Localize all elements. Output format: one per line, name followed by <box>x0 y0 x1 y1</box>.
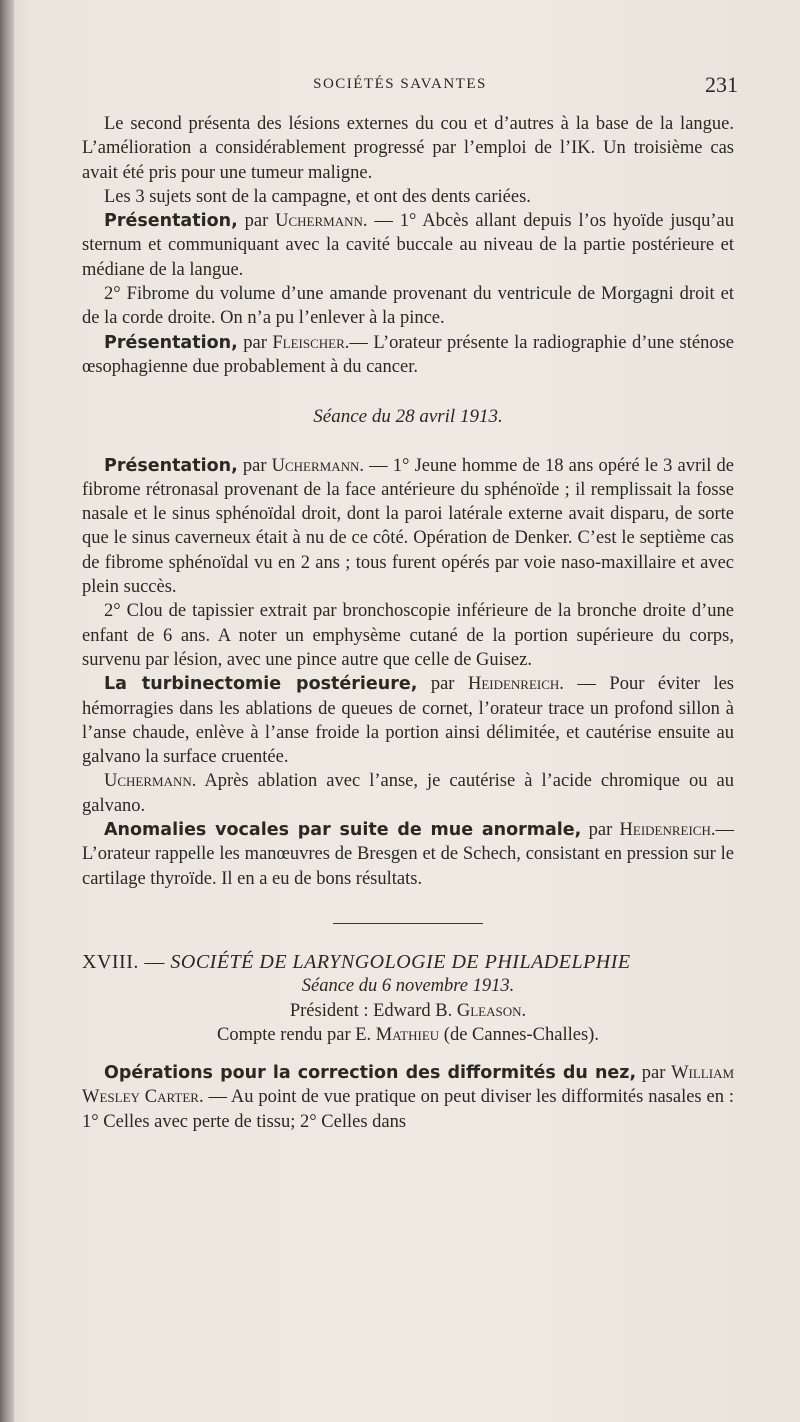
paragraph: Les 3 sujets sont de la campagne, et ont des dents cariées. <box>104 186 531 207</box>
paragraph-text: — Pour éviter les hémorragies dans les ablations de queues de cornet, l’orateur trace un profond sillon à l’anse chaude, enlève à l’anse froide la portion ainsi délimitée, et cautérise ensuite au galvano la surface cruentée. <box>82 674 734 768</box>
par-text: par <box>237 455 272 476</box>
paragraph-text: — 1° Jeune homme de 18 ans opéré le 3 avril de fibrome rétronasal provenant de la face antérieure du sphénoïde ; il remplissait la fosse nasale et le sinus sphénoïdal droit, dont la paroi latérale externe avait disparu, de sorte que le sinus caverneux était à nu de ce côté. Opération de Denker. C’est le septième cas de fibrome sphénoïdal vu en 2 ans ; tous furent opérés par voie naso-maxillaire et avec plein succès. <box>82 455 735 598</box>
bold-lead: La turbinectomie postérieure, <box>104 674 418 695</box>
paragraph-text: — 1° Abcès allant depuis l’os hyoïde jusqu’au sternum et communiquant avec la cavité buccale au niveau de la partie postérieure et médiane de la langue. <box>82 211 734 280</box>
paragraph-text: — L’orateur rappelle les manœuvres de Bresgen et de Schech, consistant en pression sur le cartilage thyroïde. Il en a eu de bons résultats. <box>82 820 734 889</box>
paragraph <box>82 454 734 600</box>
paragraph <box>82 209 734 282</box>
author-name: Uchermann. <box>104 771 197 792</box>
section-title: SOCIÉTÉ DE LARYNGOLOGIE DE PHILADELPHIE <box>170 950 631 973</box>
author-name: Uchermann. <box>271 455 365 476</box>
paragraph: 2° Clou de tapissier extrait par bronchoscopie inférieure de la bronche droite d’une enfant de 6 ans. A noter un emphysème cutané de la portion supérieure du corps, survenu par lésion, avec une pince autre que celle de Guisez. <box>82 601 734 670</box>
spacer <box>82 1047 734 1061</box>
reporter-name: Mathieu <box>375 1024 440 1045</box>
page-number: 231 <box>705 72 738 97</box>
running-head: SOCIÉTÉS SAVANTES <box>313 76 487 92</box>
paragraph-text: — L’orateur présente la radiographie d’une sténose œsophagienne due probablement à du cancer. <box>82 332 735 377</box>
bold-lead: Présentation, <box>104 455 238 476</box>
session-title: Séance du 28 avril 1913. <box>313 406 503 428</box>
report-place: (de Cannes-Challes). <box>439 1024 599 1045</box>
paragraph <box>82 672 734 769</box>
paragraph <box>82 331 734 380</box>
author-name: Uchermann. <box>275 211 368 232</box>
paragraph-text: — Au point de vue pratique on peut diviser les difformités nasales en : 1° Celles avec perte de tissu; 2° Celles dans <box>82 1087 734 1132</box>
page-binding-shadow <box>0 0 14 1422</box>
section-number: XVIII. — <box>82 950 171 973</box>
section-heading <box>82 950 734 974</box>
page-header <box>0 72 800 102</box>
author-name: Fleischer. <box>272 332 350 353</box>
president-label: Président : Edward B. <box>289 1000 457 1021</box>
paragraph <box>82 769 734 818</box>
par-text: par <box>581 820 620 841</box>
bold-lead: Présentation, <box>104 332 238 353</box>
paragraph <box>82 818 734 891</box>
president-name: Gleason. <box>456 1000 527 1021</box>
paragraph: Le second présenta des lésions externes du cou et d’autres à la base de la langue. L’amélioration a considérablement progressé par l’emploi de l’IK. Un troisième cas avait été pris pour une tumeur maligne. <box>82 114 734 183</box>
body-text <box>82 112 734 1134</box>
report-label: Compte rendu par E. <box>217 1024 376 1045</box>
bold-lead: Anomalies vocales par suite de mue anormale, <box>104 820 582 841</box>
author-name: William Wesley Carter. <box>82 1063 735 1108</box>
bold-lead: Présentation, <box>104 211 238 232</box>
paragraph <box>82 1061 734 1134</box>
author-name: Heidenreich. <box>467 674 564 695</box>
par-text: par <box>636 1063 672 1084</box>
report-line <box>82 1023 734 1047</box>
par-text: par <box>237 211 276 232</box>
paragraph-text: Après ablation avec l’anse, je cautérise à l’acide chromique ou au galvano. <box>82 771 734 816</box>
bold-lead: Opérations pour la correction des difformités du nez, <box>104 1063 637 1084</box>
session-title: Séance du 6 novembre 1913. <box>301 976 515 997</box>
par-text: par <box>237 332 273 353</box>
par-text: par <box>417 674 468 695</box>
author-name: Heidenreich. <box>619 820 716 841</box>
president-line <box>82 999 734 1023</box>
paragraph: 2° Fibrome du volume d’une amande provenant du ventricule de Morgagni droit et de la corde droite. On n’a pu l’enlever à la pince. <box>82 284 734 329</box>
section-divider <box>333 923 483 924</box>
